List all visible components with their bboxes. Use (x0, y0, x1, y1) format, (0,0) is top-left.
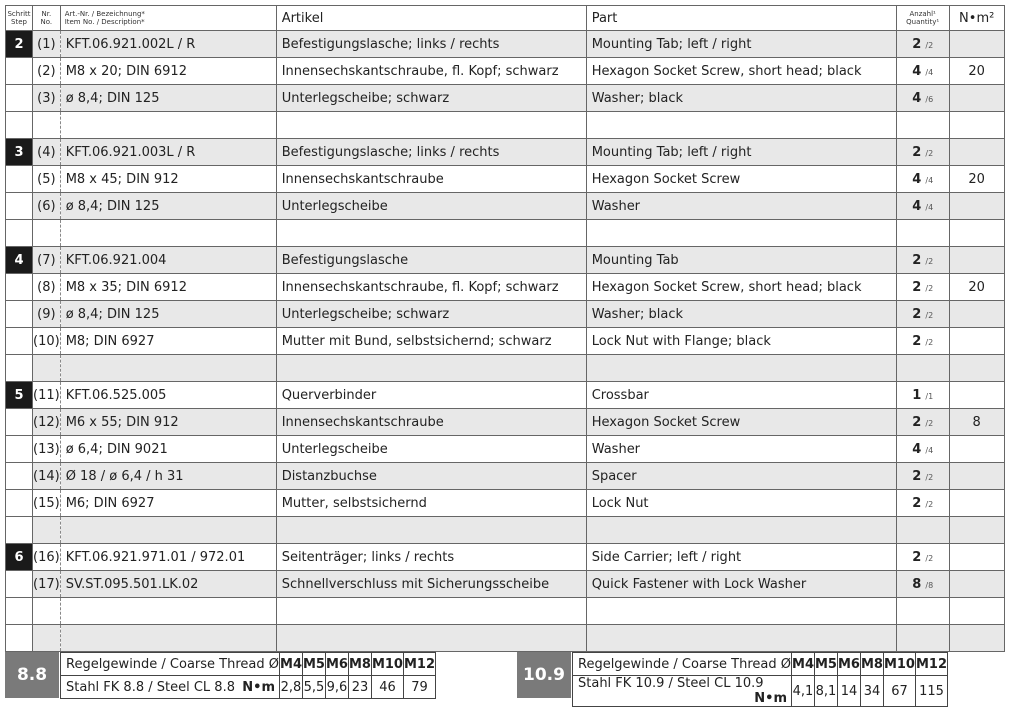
part-text: Washer; black (586, 85, 896, 112)
artikel-text: Schnellverschluss mit Sicherungsscheibe (276, 571, 586, 598)
quantity-total: /2 (925, 310, 934, 320)
quantity-total: /4 (925, 202, 934, 212)
item-number: M8 x 35; DIN 6912 (60, 274, 276, 301)
quantity (896, 166, 949, 193)
torque-nm: 9,6 (325, 676, 348, 699)
quantity-total: /1 (925, 391, 934, 401)
artikel-text: Mutter, selbstsichernd (276, 490, 586, 517)
thread-size: M5 (303, 653, 326, 676)
header-item: Art.-Nr. / Bezeichnung* Item No. / Description* (60, 6, 276, 31)
torque-nm: 8,1 (815, 676, 838, 707)
torque-nm: 14 (837, 676, 860, 707)
thread-size: M6 (837, 653, 860, 676)
row-number: (5) (33, 166, 61, 193)
grade-badge: 10.9 (517, 652, 571, 698)
artikel-text: Seitenträger; links / rechts (276, 544, 586, 571)
quantity-count: 2 (912, 414, 922, 430)
step-cell (6, 220, 33, 247)
item-number: M6; DIN 6927 (60, 490, 276, 517)
item-number: M8 x 20; DIN 6912 (60, 58, 276, 85)
table-row (6, 382, 1005, 409)
step-cell: 6 (6, 544, 33, 571)
part-text: Washer (586, 436, 896, 463)
part-text: Crossbar (586, 382, 896, 409)
torque-value: 20 (949, 274, 1004, 301)
quantity-count: 2 (912, 144, 922, 160)
item-number: KFT.06.921.003L / R (60, 139, 276, 166)
table-row (6, 193, 1005, 220)
row-number: (14) (33, 463, 61, 490)
part-text: Hexagon Socket Screw (586, 409, 896, 436)
part-text: Quick Fastener with Lock Washer (586, 571, 896, 598)
quantity-total: /4 (925, 175, 934, 185)
thread-size: M4 (792, 653, 815, 676)
step-cell (6, 517, 33, 544)
quantity (896, 382, 949, 409)
row-number: (7) (33, 247, 61, 274)
thread-size: M10 (371, 653, 403, 676)
artikel-text (276, 220, 586, 247)
table-row (6, 463, 1005, 490)
artikel-text: Unterlegscheibe (276, 193, 586, 220)
torque-value (949, 355, 1004, 382)
step-cell (6, 409, 33, 436)
step-cell (6, 274, 33, 301)
quantity-count: 4 (912, 441, 922, 457)
quantity (896, 571, 949, 598)
quantity-count: 2 (912, 252, 922, 268)
artikel-text: Unterlegscheibe; schwarz (276, 301, 586, 328)
table-row (6, 355, 1005, 382)
step-cell (6, 598, 33, 625)
row-number: (13) (33, 436, 61, 463)
item-number (60, 112, 276, 139)
item-number: KFT.06.921.002L / R (60, 31, 276, 58)
torque-value (949, 598, 1004, 625)
quantity-total: /2 (925, 256, 934, 266)
row-number: (4) (33, 139, 61, 166)
step-cell (6, 301, 33, 328)
artikel-text: Befestigungslasche (276, 247, 586, 274)
row-number: (9) (33, 301, 61, 328)
quantity (896, 85, 949, 112)
torque-nm: 23 (348, 676, 371, 699)
thread-size: M12 (403, 653, 435, 676)
artikel-text (276, 625, 586, 652)
part-text: Lock Nut with Flange; black (586, 328, 896, 355)
step-cell (6, 490, 33, 517)
step-cell (6, 355, 33, 382)
row-number (33, 355, 61, 382)
part-text (586, 355, 896, 382)
quantity (896, 355, 949, 382)
row-number: (2) (33, 58, 61, 85)
quantity-count: 4 (912, 90, 922, 106)
quantity (896, 544, 949, 571)
torque-unit: N•m (754, 691, 788, 706)
quantity (896, 490, 949, 517)
table-row (6, 598, 1005, 625)
torque-value (949, 490, 1004, 517)
artikel-text: Mutter mit Bund, selbstsichernd; schwarz (276, 328, 586, 355)
row-number (33, 517, 61, 544)
step-cell: 5 (6, 382, 33, 409)
thread-size: M4 (280, 653, 303, 676)
torque-value (949, 436, 1004, 463)
item-number: ø 8,4; DIN 125 (60, 85, 276, 112)
table-row (6, 112, 1005, 139)
item-number (60, 517, 276, 544)
part-text: Spacer (586, 463, 896, 490)
item-number: ø 8,4; DIN 125 (60, 301, 276, 328)
quantity-count: 2 (912, 306, 922, 322)
quantity-count: 4 (912, 63, 922, 79)
steel-label (61, 676, 280, 699)
torque-value (949, 517, 1004, 544)
item-number (60, 220, 276, 247)
torque-nm: 79 (403, 676, 435, 699)
quantity (896, 139, 949, 166)
quantity (896, 247, 949, 274)
quantity-count: 8 (912, 576, 922, 592)
table-row (6, 274, 1005, 301)
torque-value (949, 139, 1004, 166)
thread-size: M5 (815, 653, 838, 676)
row-number: (16) (33, 544, 61, 571)
quantity-count: 1 (912, 387, 922, 403)
artikel-text: Innensechskantschraube (276, 166, 586, 193)
table-row (6, 247, 1005, 274)
part-text: Washer; black (586, 301, 896, 328)
table-row (6, 301, 1005, 328)
quantity (896, 625, 949, 652)
quantity (896, 517, 949, 544)
part-text: Side Carrier; left / right (586, 544, 896, 571)
quantity-total: /2 (925, 472, 934, 482)
item-number: M6 x 55; DIN 912 (60, 409, 276, 436)
artikel-text: Innensechskantschraube (276, 409, 586, 436)
torque-value (949, 31, 1004, 58)
item-number: KFT.06.525.005 (60, 382, 276, 409)
step-cell (6, 166, 33, 193)
row-number: (8) (33, 274, 61, 301)
item-number (60, 625, 276, 652)
quantity-total: /2 (925, 499, 934, 509)
step-cell (6, 463, 33, 490)
part-text: Washer (586, 193, 896, 220)
item-number: Ø 18 / ø 6,4 / h 31 (60, 463, 276, 490)
row-number: (6) (33, 193, 61, 220)
torque-value (949, 625, 1004, 652)
quantity (896, 436, 949, 463)
artikel-text: Innensechskantschraube, fl. Kopf; schwarz (276, 58, 586, 85)
header-artikel: Artikel (276, 6, 586, 31)
steel-class: Stahl FK 8.8 / Steel CL 8.8 (66, 679, 235, 695)
quantity (896, 220, 949, 247)
table-row (6, 436, 1005, 463)
quantity (896, 409, 949, 436)
part-text (586, 112, 896, 139)
quantity-total: /4 (925, 67, 934, 77)
row-number (33, 220, 61, 247)
part-text (586, 625, 896, 652)
part-text: Hexagon Socket Screw (586, 166, 896, 193)
step-cell (6, 625, 33, 652)
torque-value (949, 85, 1004, 112)
artikel-text: Befestigungslasche; links / rechts (276, 31, 586, 58)
part-text: Lock Nut (586, 490, 896, 517)
torque-nm: 5,5 (303, 676, 326, 699)
torque-value: 20 (949, 166, 1004, 193)
part-text: Mounting Tab; left / right (586, 31, 896, 58)
quantity-count: 4 (912, 198, 922, 214)
item-number (60, 598, 276, 625)
thread-size: M12 (915, 653, 947, 676)
part-text (586, 517, 896, 544)
part-text (586, 220, 896, 247)
torque-value (949, 301, 1004, 328)
table-row (6, 409, 1005, 436)
part-text (586, 598, 896, 625)
quantity (896, 463, 949, 490)
header-torque: N•m² (949, 6, 1004, 31)
thread-label: Regelgewinde / Coarse Thread Ø (61, 653, 280, 676)
quantity (896, 193, 949, 220)
header-quantity: Anzahl¹ Quantity¹ (896, 6, 949, 31)
item-number: KFT.06.921.971.01 / 972.01 (60, 544, 276, 571)
step-cell (6, 112, 33, 139)
thread-label: Regelgewinde / Coarse Thread Ø (573, 653, 792, 676)
quantity-total: /2 (925, 283, 934, 293)
row-number: (1) (33, 31, 61, 58)
torque-value (949, 544, 1004, 571)
grade-badge: 8.8 (5, 652, 59, 698)
thread-size: M8 (860, 653, 883, 676)
quantity (896, 598, 949, 625)
quantity-total: /6 (925, 94, 934, 104)
torque-value (949, 463, 1004, 490)
artikel-text: Innensechskantschraube, fl. Kopf; schwarz (276, 274, 586, 301)
quantity-total: /2 (925, 553, 934, 563)
header-part: Part (586, 6, 896, 31)
torque-nm: 67 (883, 676, 915, 707)
row-number: (3) (33, 85, 61, 112)
table-row (6, 328, 1005, 355)
quantity-count: 2 (912, 36, 922, 52)
quantity-count: 4 (912, 171, 922, 187)
artikel-text (276, 517, 586, 544)
torque-value (949, 382, 1004, 409)
quantity (896, 58, 949, 85)
quantity (896, 328, 949, 355)
thread-size: M8 (348, 653, 371, 676)
artikel-text (276, 112, 586, 139)
quantity-total: /2 (925, 337, 934, 347)
row-number (33, 598, 61, 625)
table-row (6, 85, 1005, 112)
quantity-count: 2 (912, 495, 922, 511)
item-number: M8; DIN 6927 (60, 328, 276, 355)
quantity-count: 2 (912, 549, 922, 565)
row-number: (15) (33, 490, 61, 517)
table-row (6, 517, 1005, 544)
quantity (896, 274, 949, 301)
thread-size: M6 (325, 653, 348, 676)
item-number: ø 6,4; DIN 9021 (60, 436, 276, 463)
part-text: Mounting Tab (586, 247, 896, 274)
item-number: SV.ST.095.501.LK.02 (60, 571, 276, 598)
table-row (6, 31, 1005, 58)
quantity-total: /8 (925, 580, 934, 590)
item-number: M8 x 45; DIN 912 (60, 166, 276, 193)
quantity-count: 2 (912, 279, 922, 295)
quantity-total: /2 (925, 40, 934, 50)
parts-table (5, 5, 1005, 652)
row-number (33, 625, 61, 652)
torque-unit: N•m (242, 679, 276, 695)
part-text: Hexagon Socket Screw, short head; black (586, 274, 896, 301)
torque-value (949, 328, 1004, 355)
row-number: (11) (33, 382, 61, 409)
step-cell (6, 328, 33, 355)
row-number: (10) (33, 328, 61, 355)
table-row (6, 544, 1005, 571)
part-text: Hexagon Socket Screw, short head; black (586, 58, 896, 85)
item-number: KFT.06.921.004 (60, 247, 276, 274)
row-number (33, 112, 61, 139)
step-cell (6, 85, 33, 112)
quantity (896, 31, 949, 58)
steel-class: Stahl FK 10.9 / Steel CL 10.9 (578, 676, 764, 691)
table-row (6, 625, 1005, 652)
artikel-text: Befestigungslasche; links / rechts (276, 139, 586, 166)
step-cell (6, 58, 33, 85)
torque-nm: 115 (915, 676, 947, 707)
quantity (896, 112, 949, 139)
torque-nm: 2,8 (280, 676, 303, 699)
item-number: ø 8,4; DIN 125 (60, 193, 276, 220)
torque-nm: 4,1 (792, 676, 815, 707)
table-row (6, 220, 1005, 247)
row-number: (12) (33, 409, 61, 436)
step-cell: 3 (6, 139, 33, 166)
item-number (60, 355, 276, 382)
step-cell (6, 436, 33, 463)
torque-value (949, 193, 1004, 220)
torque-value (949, 571, 1004, 598)
row-number: (17) (33, 571, 61, 598)
torque-value: 8 (949, 409, 1004, 436)
quantity-total: /4 (925, 445, 934, 455)
torque-value (949, 220, 1004, 247)
header-row (6, 6, 1005, 31)
artikel-text: Distanzbuchse (276, 463, 586, 490)
header-nr: Nr. No. (33, 6, 61, 31)
quantity-count: 2 (912, 333, 922, 349)
artikel-text: Querverbinder (276, 382, 586, 409)
table-row (6, 58, 1005, 85)
artikel-text (276, 355, 586, 382)
step-cell: 2 (6, 31, 33, 58)
table-row (6, 166, 1005, 193)
torque-nm: 46 (371, 676, 403, 699)
torque-value (949, 112, 1004, 139)
step-cell: 4 (6, 247, 33, 274)
quantity-count: 2 (912, 468, 922, 484)
quantity-total: /2 (925, 418, 934, 428)
torque-value (949, 247, 1004, 274)
artikel-text: Unterlegscheibe (276, 436, 586, 463)
part-text: Mounting Tab; left / right (586, 139, 896, 166)
artikel-text: Unterlegscheibe; schwarz (276, 85, 586, 112)
header-step: Schritt Step (6, 6, 33, 31)
table-row (6, 139, 1005, 166)
quantity-total: /2 (925, 148, 934, 158)
table-row (6, 571, 1005, 598)
step-cell (6, 193, 33, 220)
thread-size: M10 (883, 653, 915, 676)
table-row (6, 490, 1005, 517)
step-cell (6, 571, 33, 598)
artikel-text (276, 598, 586, 625)
torque-nm: 34 (860, 676, 883, 707)
torque-value: 20 (949, 58, 1004, 85)
quantity (896, 301, 949, 328)
